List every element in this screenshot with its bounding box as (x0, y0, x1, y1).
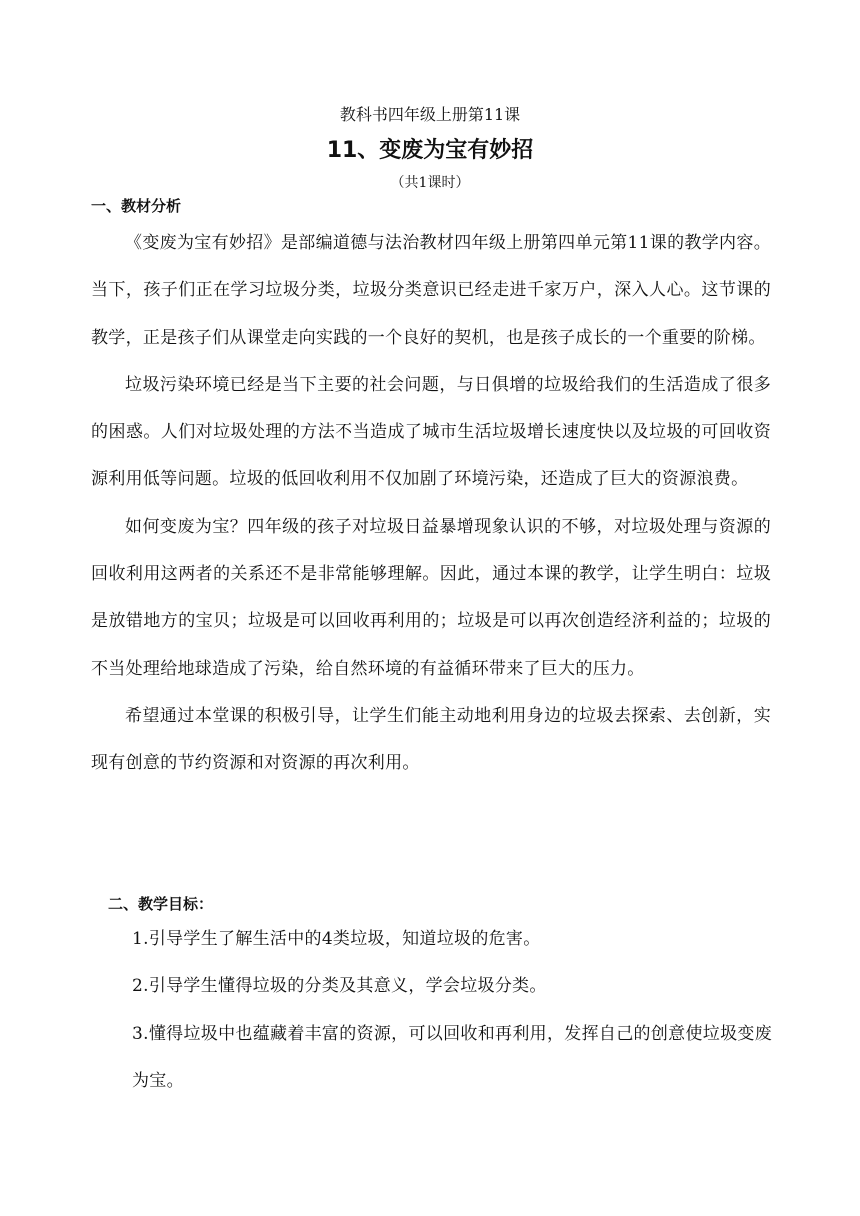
analysis-paragraph-4: 希望通过本堂课的积极引导，让学生们能主动地利用身边的垃圾去探索、去创新，实现有创意的节约资源和对资源的再次利用。 (91, 705, 771, 774)
analysis-paragraph-3: 如何变废为宝？四年级的孩子对垃圾日益暴增现象认识的不够，对垃圾处理与资源的回收利用这两者的关系还不是非常能够理解。因此，通过本课的教学，让学生明白：垃圾是放错地方的宝贝；垃圾是可以回收再利用的；垃圾是可以再次创造经济利益的；垃圾的不当处理给地球造成了污染，给自然环境的有益循环带来了巨大的压力。 (91, 516, 771, 679)
analysis-paragraph-2: 垃圾污染环境已经是当下主要的社会问题，与日俱增的垃圾给我们的生活造成了很多的困惑。人们对垃圾处理的方法不当造成了城市生活垃圾增长速度快以及垃圾的可回收资源利用低等问题。垃圾的低回收利用不仅加剧了环境污染，还造成了巨大的资源浪费。 (91, 374, 771, 490)
teaching-goals-list (132, 916, 772, 1105)
course-caption: 教科书四年级上册第11课 (339, 105, 521, 124)
textbook-analysis-body (91, 220, 771, 788)
goal-item-2: 2.引导学生懂得垃圾的分类及其意义，学会垃圾分类。 (132, 976, 547, 997)
goal-item-3: 3.懂得垃圾中也蕴藏着丰富的资源，可以回收和再利用，发挥自己的创意使垃圾变废为宝。 (132, 1023, 772, 1091)
section-heading-textbook-analysis: 一、教材分析 (91, 197, 182, 215)
goal-item-1: 1.引导学生了解生活中的4类垃圾，知道垃圾的危害。 (132, 929, 541, 949)
section-heading-teaching-goals: 二、教学目标： (108, 895, 214, 913)
lesson-duration: （共1课时） (390, 175, 470, 191)
analysis-paragraph-1: 《变废为宝有妙招》是部编道德与法治教材四年级上册第四单元第11课的教学内容。当下，孩子们正在学习垃圾分类，垃圾分类意识已经走进千家万户，深入人心。这节课的教学，正是孩子们从课堂走向实践的一个良好的契机，也是孩子成长的一个重要的阶梯。 (91, 233, 771, 348)
lesson-title: 11、变废为宝有妙招 (326, 138, 534, 163)
